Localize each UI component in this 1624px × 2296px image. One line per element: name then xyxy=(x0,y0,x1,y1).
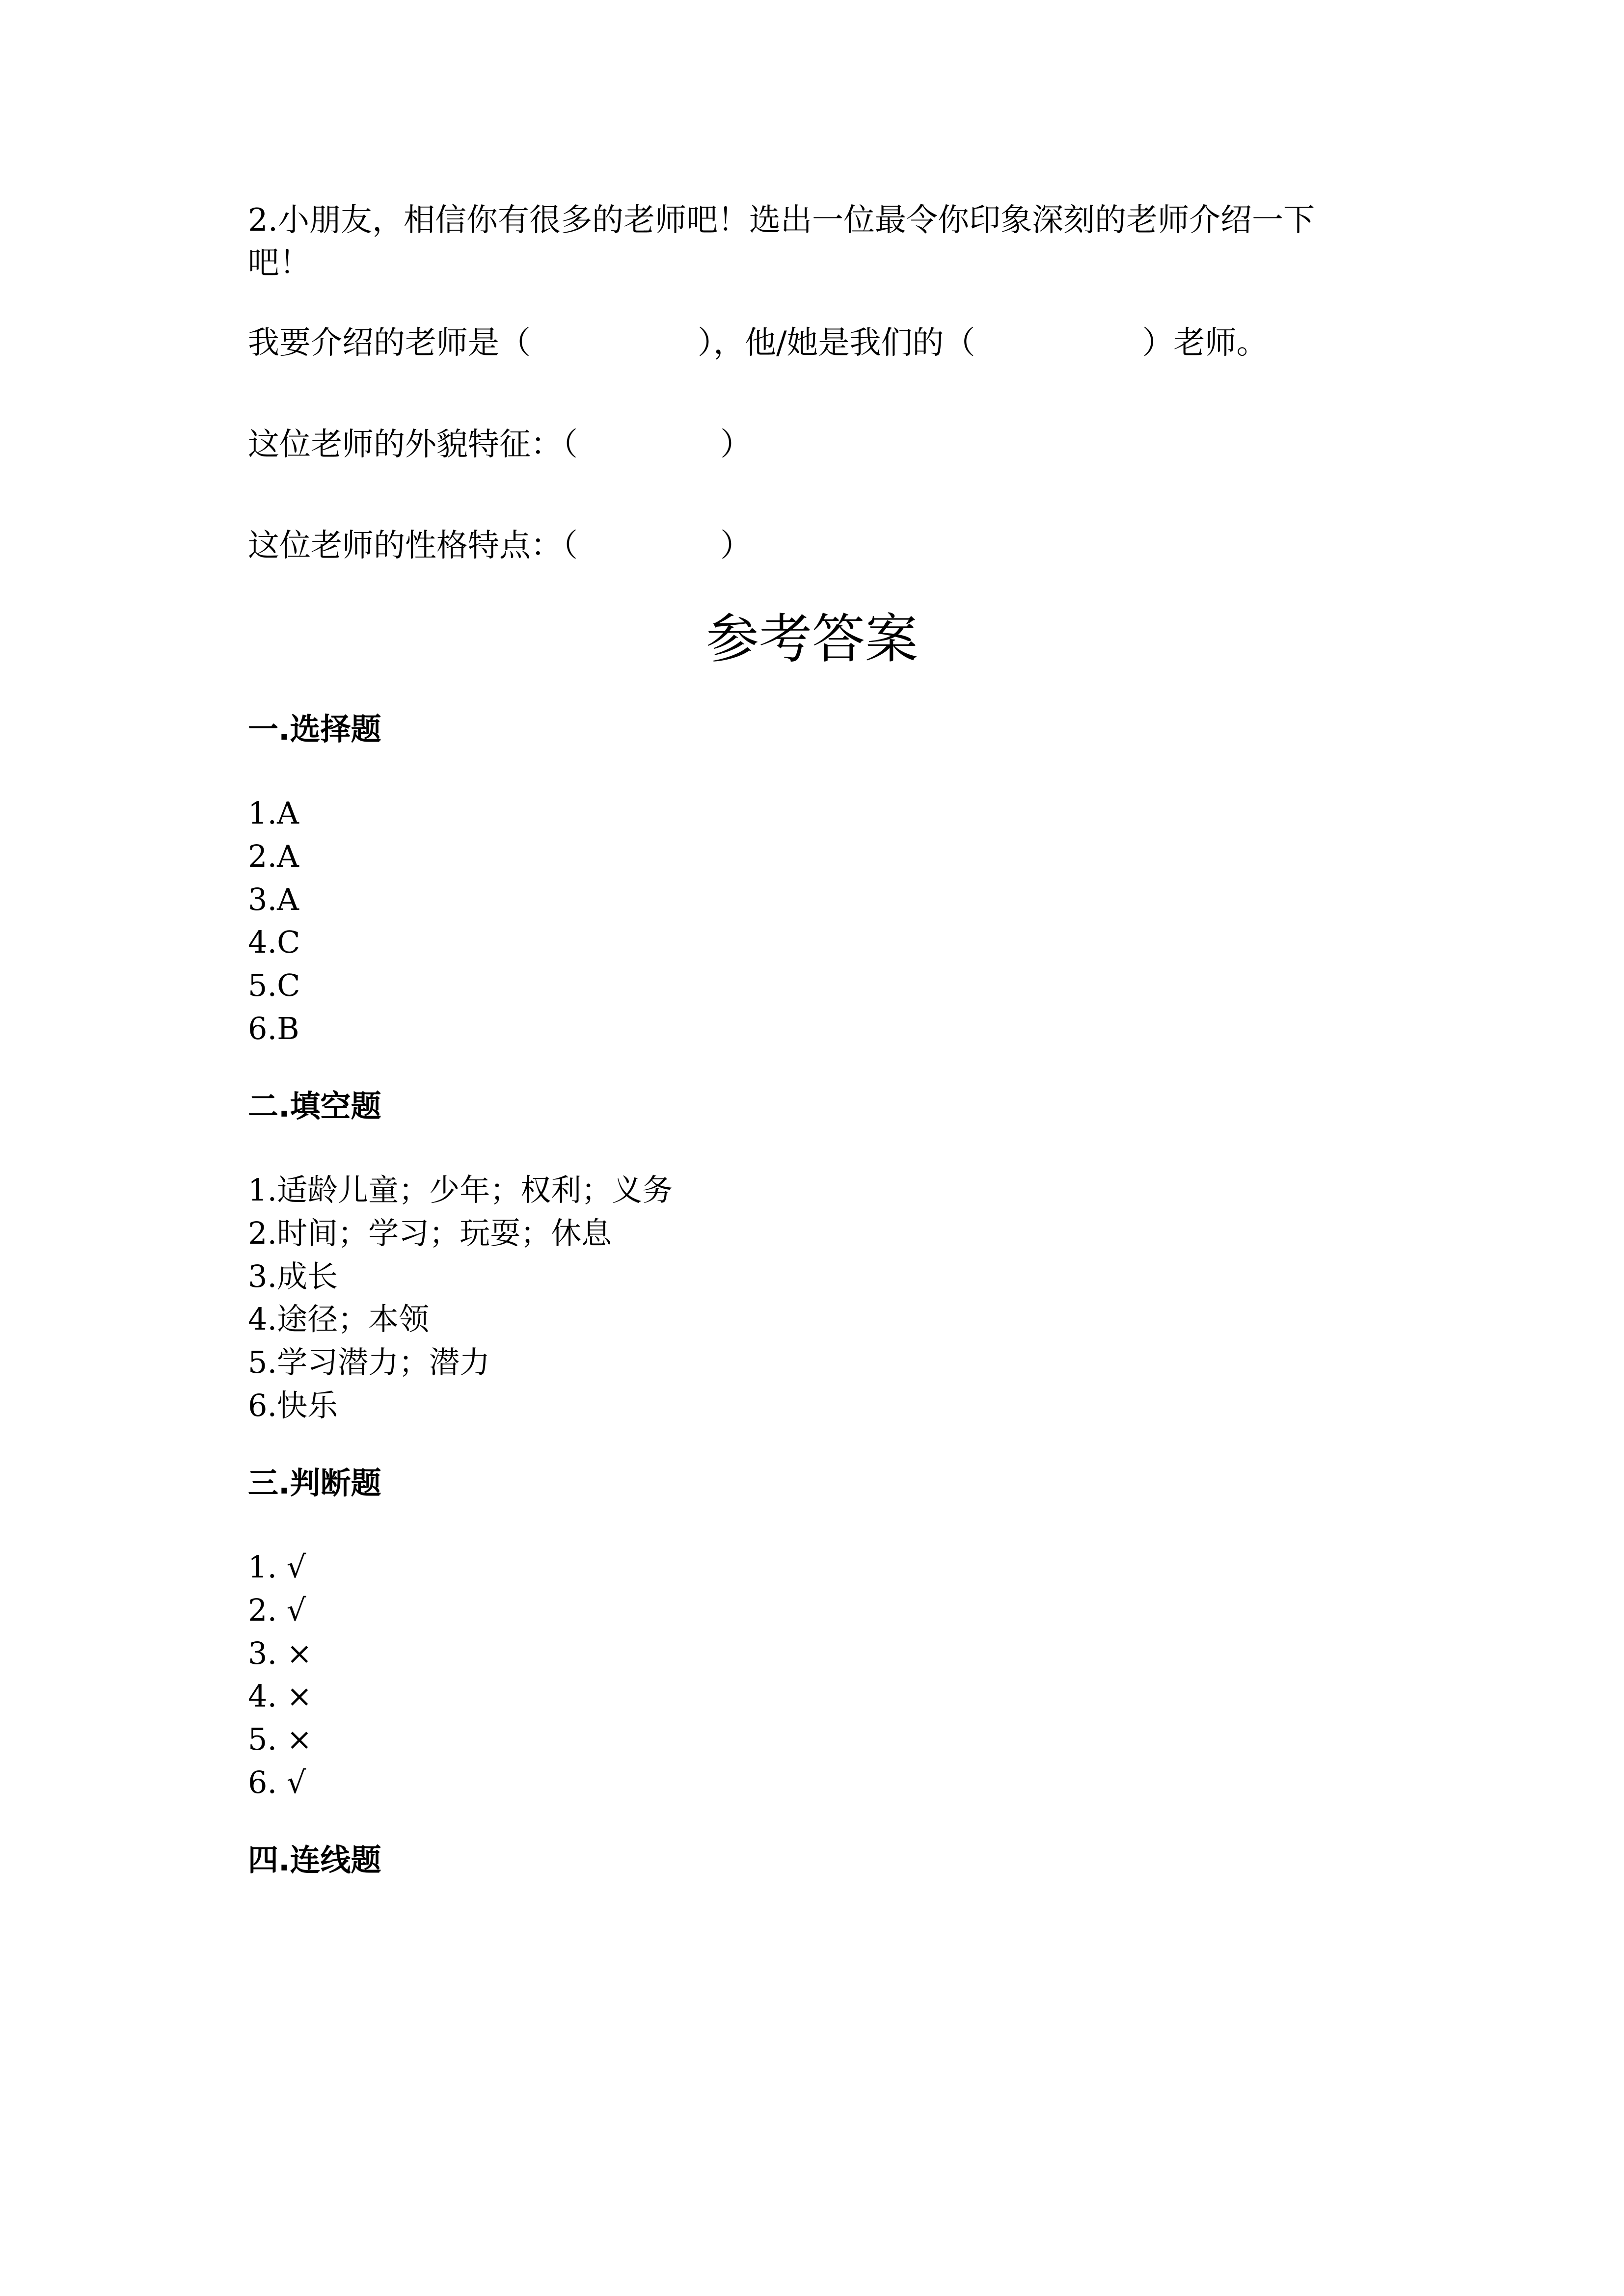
question-2-text-line2: 吧！ xyxy=(248,245,311,281)
answer-item: 1.A xyxy=(248,795,299,831)
section-heading-fill-blank: 二.填空题 xyxy=(248,1088,381,1124)
answer-item: 5.学习潜力；潜力 xyxy=(248,1344,490,1380)
appearance-line xyxy=(248,423,752,466)
question-2-text-line1: 2.小朋友，相信你有很多的老师吧！选出一位最令你印象深刻的老师介绍一下 xyxy=(248,202,1315,239)
answer-item: 6.快乐 xyxy=(248,1388,338,1423)
answer-item: 3. × xyxy=(248,1635,312,1671)
answer-item: 4.途径；本领 xyxy=(248,1301,430,1337)
teacher-intro-line xyxy=(248,321,1268,365)
answer-item: 1. √ xyxy=(248,1549,306,1585)
answer-item: 4. × xyxy=(248,1678,312,1714)
answer-item: 2.时间；学习；玩耍；休息 xyxy=(248,1215,612,1251)
answer-item: 3.A xyxy=(248,881,299,917)
answer-item: 4.C xyxy=(248,924,300,960)
answer-item: 6. √ xyxy=(248,1764,306,1800)
intro-text-a: 我要介绍的老师是（ xyxy=(248,325,531,361)
personality-text-a: 这位老师的性格特点：（ xyxy=(248,528,578,564)
answer-item: 3.成长 xyxy=(248,1258,338,1294)
section-heading-choice: 一.选择题 xyxy=(248,711,381,747)
answer-item: 5. × xyxy=(248,1721,312,1757)
answer-key-title: 参考答案 xyxy=(705,609,918,670)
personality-line xyxy=(248,524,752,567)
section-heading-true-false: 三.判断题 xyxy=(248,1465,381,1501)
answer-item: 1.适龄儿童；少年；权利；义务 xyxy=(248,1172,673,1208)
answer-item: 2.A xyxy=(248,838,299,874)
personality-text-b: ） xyxy=(720,528,752,564)
appearance-text-a: 这位老师的外貌特征：（ xyxy=(248,427,578,463)
section-heading-matching: 四.连线题 xyxy=(248,1842,381,1878)
intro-text-b: ），他/她是我们的（ xyxy=(698,325,975,361)
answer-item: 5.C xyxy=(248,967,300,1003)
answer-item: 2. √ xyxy=(248,1592,306,1628)
answer-item: 6.B xyxy=(248,1011,299,1046)
appearance-text-b: ） xyxy=(720,427,752,463)
intro-text-c: ）老师。 xyxy=(1142,325,1268,361)
